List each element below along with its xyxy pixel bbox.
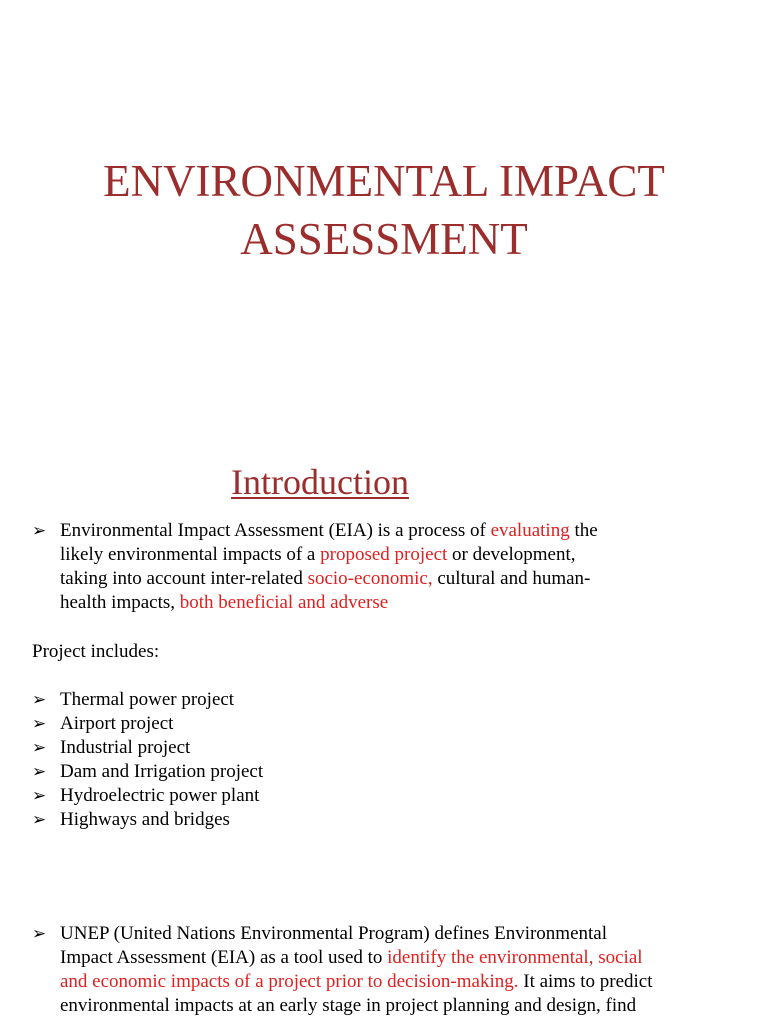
highlight-beneficial-adverse: both beneficial and adverse — [179, 592, 389, 613]
intro-line-4 — [60, 591, 388, 615]
list-item — [32, 760, 263, 784]
unep-line-3 — [60, 970, 653, 994]
text-span: Impact Assessment (EIA) as a tool used to — [60, 947, 388, 968]
highlight-impacts-prior: and economic impacts of a project prior to decision-making. — [60, 971, 519, 992]
intro-line-2 — [60, 543, 576, 567]
unep-line-2 — [60, 946, 643, 970]
text-span: environmental impacts at an early stage in project planning and design, find — [60, 995, 637, 1016]
bullet-arrow-icon: ➢ — [32, 521, 47, 540]
list-item-text: Thermal power project — [60, 689, 235, 710]
text-span: or development, — [447, 544, 576, 565]
text-span: likely environmental impacts of a — [60, 544, 321, 565]
list-item-text: Dam and Irrigation project — [60, 761, 264, 782]
bullet-arrow-icon: ➢ — [32, 810, 47, 829]
bullet-arrow-icon: ➢ — [32, 762, 47, 781]
text-span: cultural and human- — [432, 568, 591, 589]
list-item-text: Airport project — [60, 713, 174, 734]
list-item — [32, 784, 263, 808]
highlight-evaluating: evaluating — [490, 520, 570, 541]
project-list — [32, 688, 263, 832]
bullet-arrow-icon: ➢ — [32, 690, 47, 709]
list-item — [32, 688, 263, 712]
text-span: the — [569, 520, 598, 541]
bullet-arrow-icon: ➢ — [32, 714, 47, 733]
text-span: health impacts, — [60, 592, 180, 613]
intro-line-1 — [60, 519, 598, 543]
list-item — [32, 808, 263, 832]
bullet-arrow-icon: ➢ — [32, 786, 47, 805]
intro-line-3 — [60, 567, 590, 591]
text-span: Environmental Impact Assessment (EIA) is a process of — [60, 520, 491, 541]
unep-line-1 — [60, 922, 607, 946]
highlight-identify: identify the environmental, social — [387, 947, 643, 968]
bullet-arrow-icon: ➢ — [32, 924, 47, 943]
highlight-socio-economic: socio-economic, — [307, 568, 433, 589]
bullet-arrow-icon: ➢ — [32, 738, 47, 757]
list-item — [32, 736, 263, 760]
list-item-text: Industrial project — [60, 737, 191, 758]
list-item-text: Highways and bridges — [60, 809, 230, 830]
page-title — [0, 152, 768, 268]
text-span: UNEP (United Nations Environmental Program) defines Environmental — [60, 923, 608, 944]
highlight-proposed-project: proposed project — [320, 544, 448, 565]
title-line-2: ASSESSMENT — [240, 214, 528, 264]
section-heading-introduction: Introduction — [231, 462, 409, 502]
list-item — [32, 712, 263, 736]
projects-label: Project includes: — [32, 641, 160, 662]
title-line-1: ENVIRONMENTAL IMPACT — [103, 156, 665, 206]
list-item-text: Hydroelectric power plant — [60, 785, 260, 806]
text-span: taking into account inter-related — [60, 568, 308, 589]
unep-line-4 — [60, 994, 636, 1018]
text-span: It aims to predict — [518, 971, 653, 992]
